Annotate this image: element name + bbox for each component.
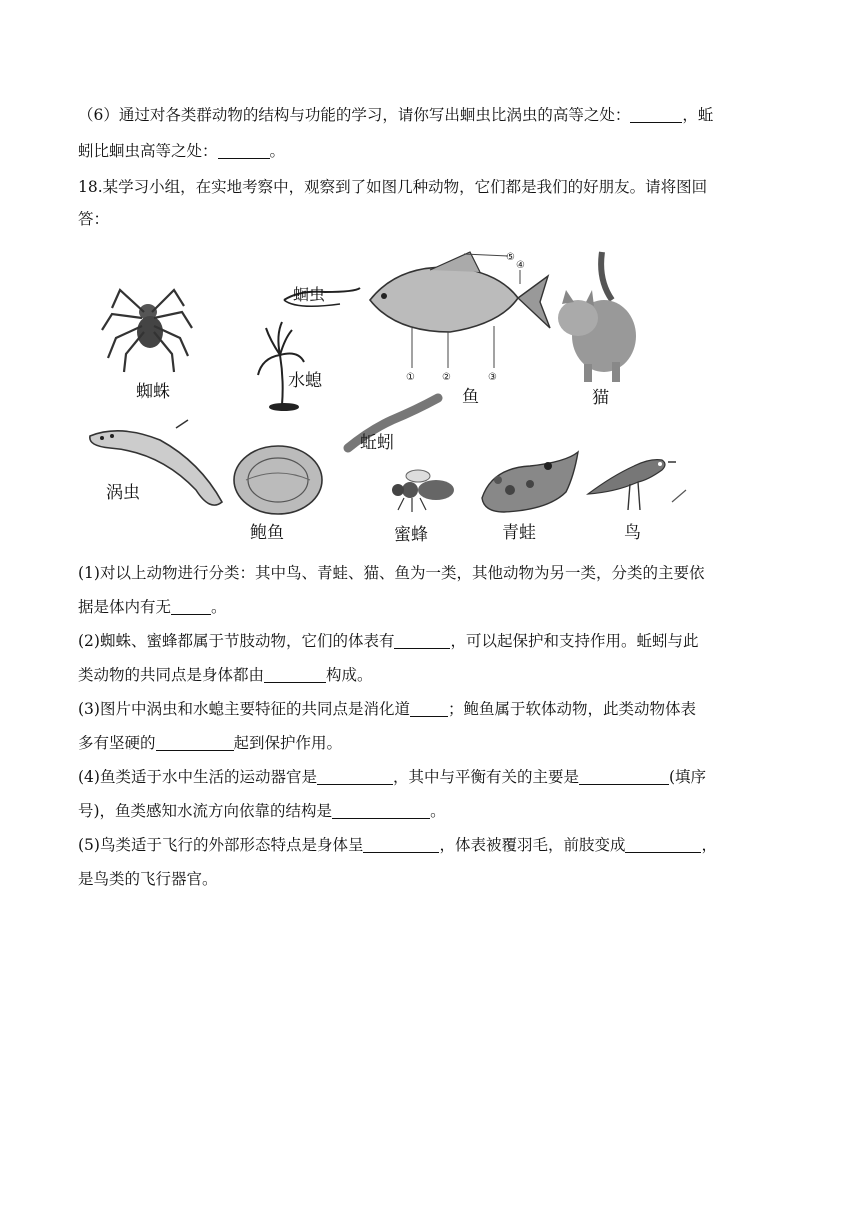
answer-blank[interactable] <box>363 836 439 853</box>
label-spider: 蜘蛛 <box>136 382 170 402</box>
spider-illustration <box>102 290 192 372</box>
answer-blank[interactable] <box>332 802 430 819</box>
question-18-3-line-2: 多有坚硬的 起到保护作用。 <box>78 734 343 752</box>
answer-blank[interactable] <box>579 768 669 785</box>
answer-blank[interactable] <box>630 106 682 123</box>
abalone-illustration <box>234 446 322 514</box>
answer-blank[interactable] <box>264 666 326 683</box>
question-18-3-line-1: (3)图片中涡虫和水螅主要特征的共同点是消化道 ；鲍鱼属于软体动物，此类动物体表 <box>78 700 696 718</box>
label-fish: 鱼 <box>462 387 479 407</box>
question-18-1-line-2: 据是体内有无 。 <box>78 598 227 616</box>
label-bird: 鸟 <box>624 523 641 543</box>
fish-mark-2: ② <box>442 372 451 383</box>
label-abalone: 鲍鱼 <box>250 523 284 543</box>
question-18-2-line-2: 类动物的共同点是身体都由 构成。 <box>78 666 373 684</box>
answer-blank[interactable] <box>218 142 270 159</box>
question-17-6-line-1: （6）通过对各类群动物的结构与功能的学习，请你写出蛔虫比涡虫的高等之处： ，蚯 <box>78 106 714 124</box>
label-cat: 猫 <box>592 388 609 408</box>
question-18-2-line-1: (2)蜘蛛、蜜蜂都属于节肢动物，它们的体表有 ，可以起保护和支持作用。蚯蚓与此 <box>78 632 699 650</box>
question-18-5-line-1: (5)鸟类适于飞行的外部形态特点是身体呈 ，体表被覆羽毛，前肢变成 ， <box>78 836 717 854</box>
fish-mark-5: ⑤ <box>506 252 515 263</box>
question-18-stem-line-2: 答： <box>78 210 110 228</box>
label-earthworm: 蚯蚓 <box>360 433 394 453</box>
question-18-4-line-2: 号)，鱼类感知水流方向依靠的结构是 。 <box>78 802 446 820</box>
animals-figure <box>0 240 860 550</box>
answer-blank[interactable] <box>625 836 701 853</box>
hydra-illustration <box>258 322 304 410</box>
answer-blank[interactable] <box>394 632 450 649</box>
question-18-4-line-1: (4)鱼类适于水中生活的运动器官是 ，其中与平衡有关的主要是 (填序 <box>78 768 707 786</box>
label-frog: 青蛙 <box>502 523 536 543</box>
label-roundworm: 蛔虫 <box>293 285 326 304</box>
label-hydra: 水螅 <box>288 371 322 391</box>
answer-blank[interactable] <box>410 700 448 717</box>
fish-illustration <box>370 252 550 383</box>
fish-mark-4: ④ <box>516 260 525 271</box>
frog-illustration <box>482 452 578 512</box>
question-18-5-line-2: 是鸟类的飞行器官。 <box>78 870 218 888</box>
question-17-6-line-2: 蚓比蛔虫高等之处： 。 <box>78 142 286 160</box>
bird-illustration <box>588 460 686 510</box>
question-18-1-line-1: (1)对以上动物进行分类：其中鸟、青蛙、猫、鱼为一类，其他动物为另一类，分类的主要依 <box>78 564 705 582</box>
question-18-stem-line-1: 18.某学习小组，在实地考察中，观察到了如图几种动物，它们都是我们的好朋友。请将图回 <box>78 178 708 196</box>
bee-illustration <box>392 470 454 512</box>
fish-mark-1: ① <box>406 372 415 383</box>
cat-illustration <box>558 252 636 382</box>
answer-blank[interactable] <box>156 734 234 751</box>
label-bee: 蜜蜂 <box>394 525 428 545</box>
answer-blank[interactable] <box>171 598 211 615</box>
fish-mark-3: ③ <box>488 372 497 383</box>
answer-blank[interactable] <box>317 768 393 785</box>
label-planarian: 涡虫 <box>106 483 140 503</box>
